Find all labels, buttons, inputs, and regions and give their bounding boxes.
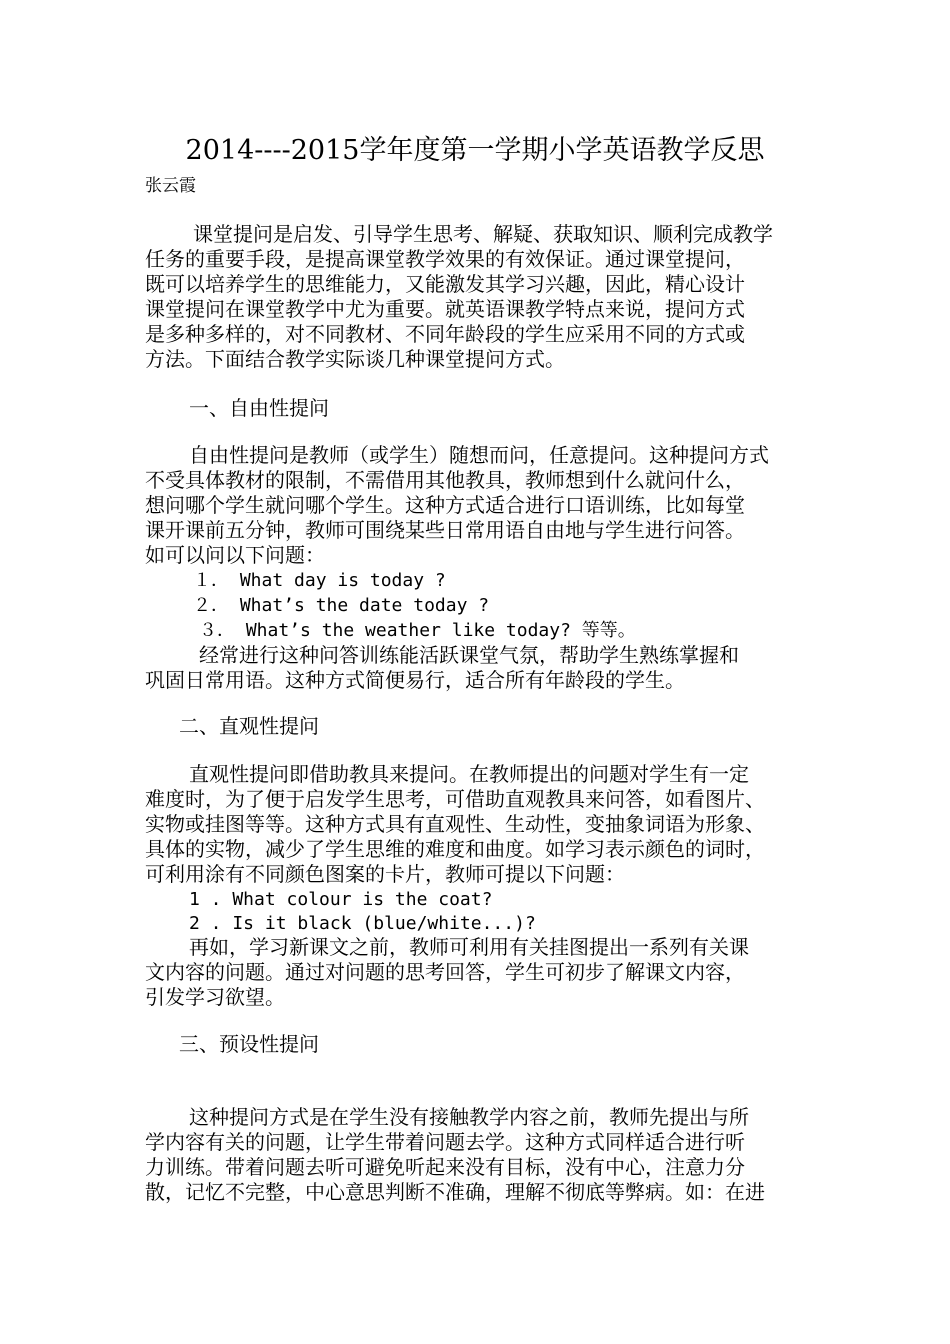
paragraph-line: 巩固日常用语。这种方式简便易行，适合所有年龄段的学生。 — [145, 668, 685, 692]
section-heading: 一、自由性提问 — [189, 396, 329, 420]
paragraph-line: 这种提问方式是在学生没有接触教学内容之前，教师先提出与所 — [189, 1105, 749, 1129]
paragraph-line: 课开课前五分钟，教师可围绕某些日常用语自由地与学生进行问答。 — [145, 518, 745, 542]
paragraph-line: 力训练。带着问题去听可避免听起来没有目标，没有中心，注意力分 — [145, 1155, 745, 1179]
intro-line: 是多种多样的，对不同教材、不同年龄段的学生应采用不同的方式或 — [145, 322, 745, 346]
paragraph-line: 如可以问以下问题： — [145, 543, 325, 567]
question-item: 1 . What colour is the coat? — [189, 889, 493, 910]
paragraph-line: 再如，学习新课文之前，教师可利用有关挂图提出一系列有关课 — [189, 935, 749, 959]
paragraph-line: 实物或挂图等等。这种方式具有直观性、生动性，变抽象词语为形象、 — [145, 812, 765, 836]
document-title: 2014----2015学年度第一学期小学英语教学反思 — [185, 135, 765, 166]
question-item: ２． What’s the date today ? — [193, 595, 490, 616]
paragraph-line: 学内容有关的问题，让学生带着问题去学。这种方式同样适合进行听 — [145, 1130, 745, 1154]
paragraph-line: 经常进行这种问答训练能活跃课堂气氛，帮助学生熟练掌握和 — [199, 643, 739, 667]
paragraph-line: 自由性提问是教师（或学生）随想而问，任意提问。这种提问方式 — [189, 443, 769, 467]
question-item: １． What day is today ? — [193, 570, 446, 591]
question-item: 2 . Is it black (blue/white...)? — [189, 913, 536, 934]
section-heading: 二、直观性提问 — [179, 714, 319, 738]
question-item: ３． What’s the weather like today? 等等。 — [199, 620, 636, 641]
paragraph-line: 可利用涂有不同颜色图案的卡片，教师可提以下问题： — [145, 862, 625, 886]
intro-line: 任务的重要手段，是提高课堂教学效果的有效保证。通过课堂提问， — [145, 247, 745, 271]
paragraph-line: 具体的实物，减少了学生思维的难度和曲度。如学习表示颜色的词时， — [145, 837, 765, 861]
intro-line: 课堂提问在课堂教学中尤为重要。就英语课教学特点来说，提问方式 — [145, 297, 745, 321]
paragraph-line: 直观性提问即借助教具来提问。在教师提出的问题对学生有一定 — [189, 762, 749, 786]
paragraph-line: 引发学习欲望。 — [145, 985, 285, 1009]
paragraph-line: 难度时，为了便于启发学生思考，可借助直观教具来问答，如看图片、 — [145, 787, 765, 811]
paragraph-line: 不受具体教材的限制，不需借用其他教具，教师想到什么就问什么， — [145, 468, 745, 492]
section-heading: 三、预设性提问 — [179, 1032, 319, 1056]
intro-line: 方法。下面结合教学实际谈几种课堂提问方式。 — [145, 347, 565, 371]
paragraph-line: 散，记忆不完整，中心意思判断不准确，理解不彻底等弊病。如：在进 — [145, 1180, 765, 1204]
paragraph-line: 想问哪个学生就问哪个学生。这种方式适合进行口语训练，比如每堂 — [145, 493, 745, 517]
author-name: 张云霞 — [145, 176, 196, 196]
intro-line: 既可以培养学生的思维能力，又能激发其学习兴趣，因此，精心设计 — [145, 272, 745, 296]
intro-line: 课堂提问是启发、引导学生思考、解疑、获取知识、顺利完成教学 — [193, 222, 773, 246]
paragraph-line: 文内容的问题。通过对问题的思考回答，学生可初步了解课文内容， — [145, 960, 745, 984]
